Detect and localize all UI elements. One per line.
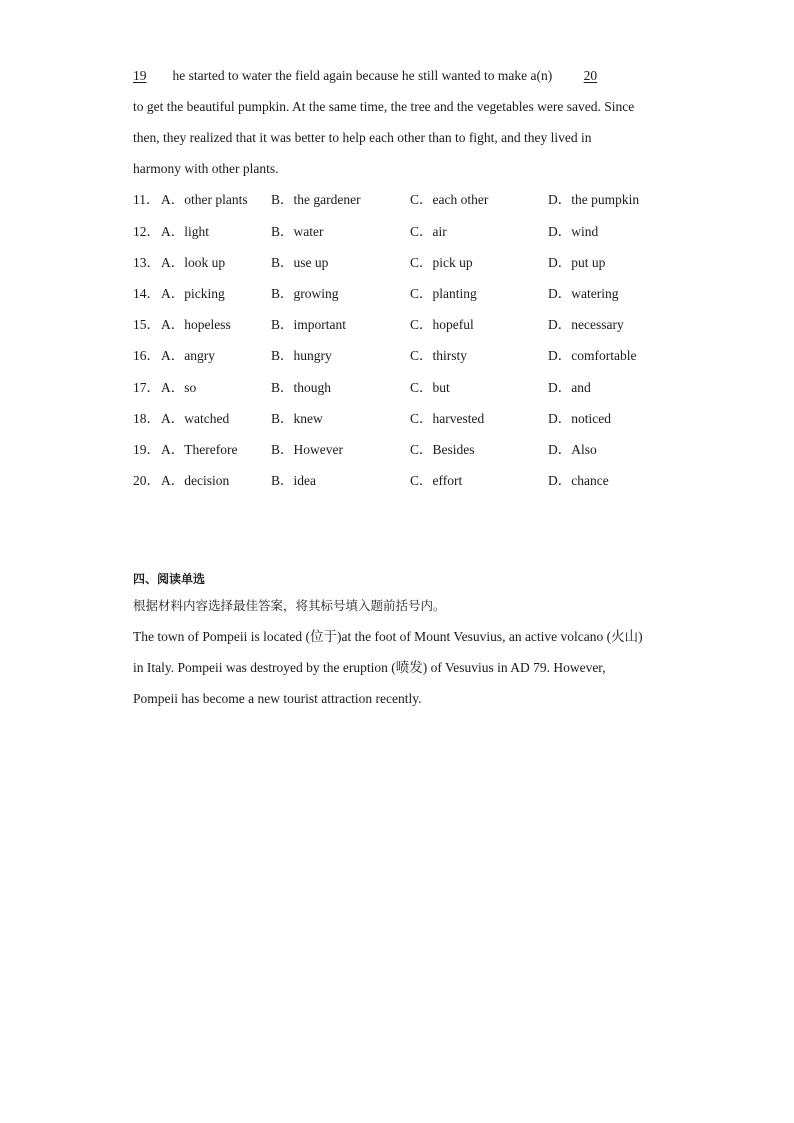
option-b: B．idea <box>271 473 316 488</box>
question-13 <box>133 254 693 272</box>
option-c: C．pick up <box>410 255 473 270</box>
option-c: C．planting <box>410 286 477 301</box>
option-a: A．so <box>161 380 197 395</box>
option-a: A．hopeless <box>161 317 231 332</box>
blank-19: 19 <box>133 68 147 83</box>
option-a: A．decision <box>161 473 230 488</box>
option-c: C．hopeful <box>410 317 474 332</box>
option-d: D．wind <box>548 224 599 239</box>
section-title: 四、阅读单选 <box>133 572 206 586</box>
blank-20: 20 <box>583 68 598 83</box>
option-a: A．look up <box>161 255 226 270</box>
passage-text: he started to water the field again because he still wanted to make a(n) <box>172 68 553 83</box>
option-c: C．but <box>410 380 450 395</box>
option-b: B．hungry <box>271 348 332 363</box>
option-a: A．light <box>161 224 210 239</box>
reading-para-line-1: The town of Pompeii is located (位于)at the foot of Mount Vesuvius, an active volcano (火山) <box>133 629 643 644</box>
question-number: 20． <box>133 473 160 488</box>
question-14 <box>133 285 693 303</box>
option-a: A．other plants <box>161 192 248 207</box>
option-a: A．Therefore <box>161 442 238 457</box>
option-d: D．the pumpkin <box>548 192 640 207</box>
question-19 <box>133 441 693 459</box>
question-18 <box>133 410 693 428</box>
option-b: B．use up <box>271 255 329 270</box>
question-17 <box>133 379 693 397</box>
option-c: C．thirsty <box>410 348 468 363</box>
reading-para-line-3: Pompeii has become a new tourist attraction recently. <box>133 691 422 706</box>
option-d: D．watering <box>548 286 619 301</box>
option-d: D．comfortable <box>548 348 637 363</box>
question-number: 14． <box>133 286 160 301</box>
question-12 <box>133 223 693 241</box>
option-d: D．chance <box>548 473 609 488</box>
passage-line-3: then, they realized that it was better to help each other than to fight, and they lived in <box>133 130 592 145</box>
option-c: C．harvested <box>410 411 485 426</box>
question-number: 19． <box>133 442 160 457</box>
option-b: B．However <box>271 442 343 457</box>
passage-line-2: to get the beautiful pumpkin. At the same time, the tree and the vegetables were saved. Since <box>133 99 635 114</box>
question-15 <box>133 316 693 334</box>
option-b: B．growing <box>271 286 339 301</box>
passage-line-1 <box>133 67 625 85</box>
option-b: B．water <box>271 224 324 239</box>
section-instruction: 根据材料内容选择最佳答案，将其标号填入题前括号内。 <box>133 598 446 613</box>
option-b: B．though <box>271 380 332 395</box>
question-number: 18． <box>133 411 160 426</box>
option-a: A．watched <box>161 411 230 426</box>
option-d: D．noticed <box>548 411 611 426</box>
passage-line-4: harmony with other plants. <box>133 161 279 176</box>
question-number: 15． <box>133 317 160 332</box>
option-d: D．Also <box>548 442 597 457</box>
option-c: C．effort <box>410 473 463 488</box>
option-a: A．picking <box>161 286 225 301</box>
option-b: B．knew <box>271 411 323 426</box>
question-11 <box>133 191 693 209</box>
option-c: C．Besides <box>410 442 475 457</box>
option-b: B．important <box>271 317 346 332</box>
option-a: A．angry <box>161 348 215 363</box>
option-c: C．each other <box>410 192 489 207</box>
option-d: D．put up <box>548 255 606 270</box>
question-20 <box>133 472 693 490</box>
question-number: 16． <box>133 348 160 363</box>
question-16 <box>133 347 693 365</box>
question-number: 13． <box>133 255 160 270</box>
question-number: 17． <box>133 380 160 395</box>
option-c: C．air <box>410 224 447 239</box>
option-d: D．and <box>548 380 591 395</box>
option-b: B．the gardener <box>271 192 361 207</box>
question-number: 12． <box>133 224 160 239</box>
reading-para-line-2: in Italy. Pompeii was destroyed by the eruption (喷发) of Vesuvius in AD 79. However, <box>133 660 606 675</box>
option-d: D．necessary <box>548 317 624 332</box>
question-number: 11． <box>133 192 160 207</box>
